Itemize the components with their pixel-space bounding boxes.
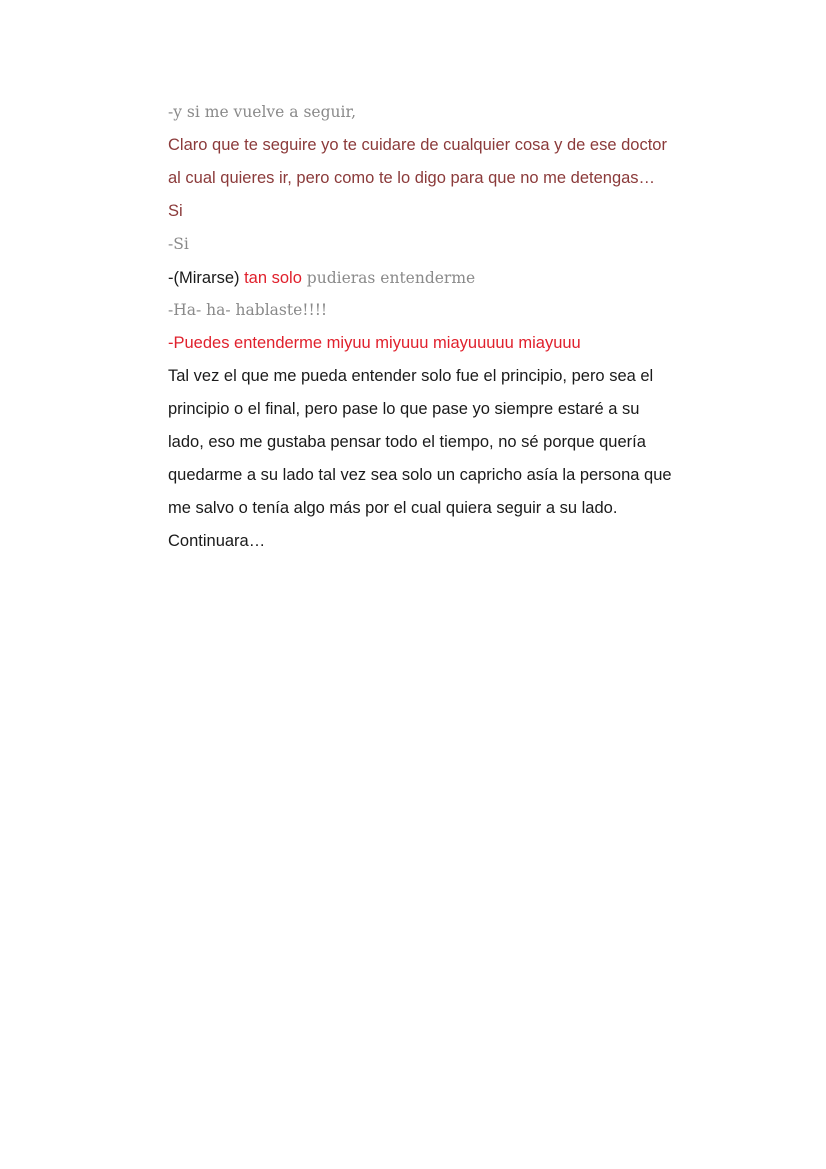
- paragraph-line: principio o el final, pero pase lo que pase yo siempre estaré a su: [168, 400, 640, 418]
- dialogue-line: -Puedes entenderme miyuu miyuuu miayuuuuu miayuuu: [168, 334, 581, 352]
- closing-line: Continuara…: [168, 532, 266, 550]
- paragraph-line: lado, eso me gustaba pensar todo el tiempo, no sé porque quería: [168, 433, 646, 451]
- dialogue-line: -Si: [168, 235, 189, 253]
- paragraph-line: quedarme a su lado tal vez sea solo un capricho asía la persona que: [168, 466, 672, 484]
- paragraph-line: me salvo o tenía algo más por el cual quiera seguir a su lado.: [168, 499, 618, 517]
- paragraph-line: Tal vez el que me pueda entender solo fue el principio, pero sea el: [168, 367, 654, 385]
- narration-line: Claro que te seguire yo te cuidare de cualquier cosa y de ese doctor: [168, 136, 667, 154]
- narration-line: al cual quieres ir, pero como te lo digo para que no me detengas…: [168, 169, 656, 187]
- dialogue-segment-highlight: tan solo: [244, 269, 302, 287]
- dialogue-segment: pudieras entenderme: [301, 269, 476, 287]
- mixed-dialogue-line: [168, 261, 728, 294]
- dialogue-line: -y si me vuelve a seguir,: [168, 103, 357, 121]
- dialogue-segment: -(Mirarse): [168, 269, 245, 287]
- dialogue-line: -Ha- ha- hablaste!!!!: [168, 301, 328, 319]
- narration-line: Si: [168, 202, 183, 220]
- story-text: [168, 96, 728, 558]
